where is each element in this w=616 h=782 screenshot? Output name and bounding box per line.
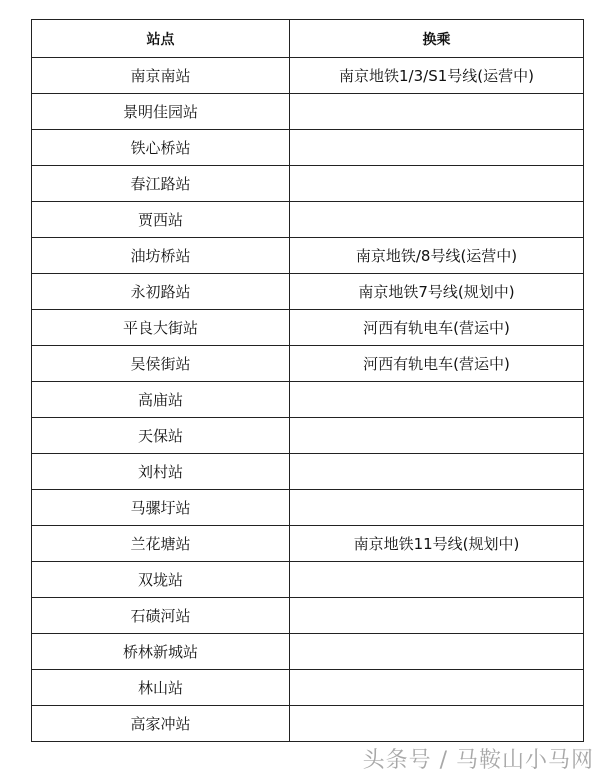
table-body [32, 58, 584, 742]
station-cell: 春江路站 [32, 166, 290, 202]
transfer-cell [290, 202, 584, 238]
table-row [32, 274, 584, 310]
table-row [32, 526, 584, 562]
station-cell: 南京南站 [32, 58, 290, 94]
table-row [32, 490, 584, 526]
table-row [32, 454, 584, 490]
transfer-cell: 南京地铁7号线(规划中) [290, 274, 584, 310]
station-cell: 景明佳园站 [32, 94, 290, 130]
table-row [32, 310, 584, 346]
table-row [32, 166, 584, 202]
station-cell: 贾西站 [32, 202, 290, 238]
transfer-cell [290, 598, 584, 634]
table-row [32, 418, 584, 454]
header-transfer: 换乘 [290, 20, 584, 58]
station-cell: 桥林新城站 [32, 634, 290, 670]
table-row [32, 634, 584, 670]
station-cell: 平良大街站 [32, 310, 290, 346]
table-row [32, 202, 584, 238]
transfer-cell: 南京地铁11号线(规划中) [290, 526, 584, 562]
table-header-row [32, 20, 584, 58]
station-cell: 马骡圩站 [32, 490, 290, 526]
table-row [32, 130, 584, 166]
transfer-cell [290, 706, 584, 742]
table-row [32, 598, 584, 634]
table-row [32, 58, 584, 94]
station-cell: 双垅站 [32, 562, 290, 598]
station-cell: 石碛河站 [32, 598, 290, 634]
transfer-cell [290, 382, 584, 418]
watermark: 头条号 / 马鞍山小马网 [362, 748, 594, 773]
header-station: 站点 [32, 20, 290, 58]
table-row [32, 706, 584, 742]
transfer-cell: 南京地铁/8号线(运营中) [290, 238, 584, 274]
transfer-cell [290, 166, 584, 202]
transfer-cell [290, 454, 584, 490]
station-cell: 高庙站 [32, 382, 290, 418]
station-cell: 刘村站 [32, 454, 290, 490]
transfer-cell [290, 490, 584, 526]
transfer-cell: 河西有轨电车(营运中) [290, 346, 584, 382]
station-cell: 铁心桥站 [32, 130, 290, 166]
transfer-cell [290, 670, 584, 706]
table-row [32, 562, 584, 598]
transfer-cell [290, 562, 584, 598]
table-row [32, 238, 584, 274]
transfer-cell [290, 94, 584, 130]
station-cell: 吴侯街站 [32, 346, 290, 382]
transfer-cell: 南京地铁1/3/S1号线(运营中) [290, 58, 584, 94]
table-row [32, 670, 584, 706]
station-cell: 兰花塘站 [32, 526, 290, 562]
transfer-cell [290, 418, 584, 454]
table-row [32, 94, 584, 130]
station-transfer-table [31, 19, 584, 742]
table-row [32, 382, 584, 418]
table-row [32, 346, 584, 382]
transfer-cell [290, 634, 584, 670]
station-cell: 林山站 [32, 670, 290, 706]
transfer-cell: 河西有轨电车(营运中) [290, 310, 584, 346]
station-cell: 高家冲站 [32, 706, 290, 742]
station-cell: 永初路站 [32, 274, 290, 310]
station-cell: 油坊桥站 [32, 238, 290, 274]
station-cell: 天保站 [32, 418, 290, 454]
transfer-cell [290, 130, 584, 166]
